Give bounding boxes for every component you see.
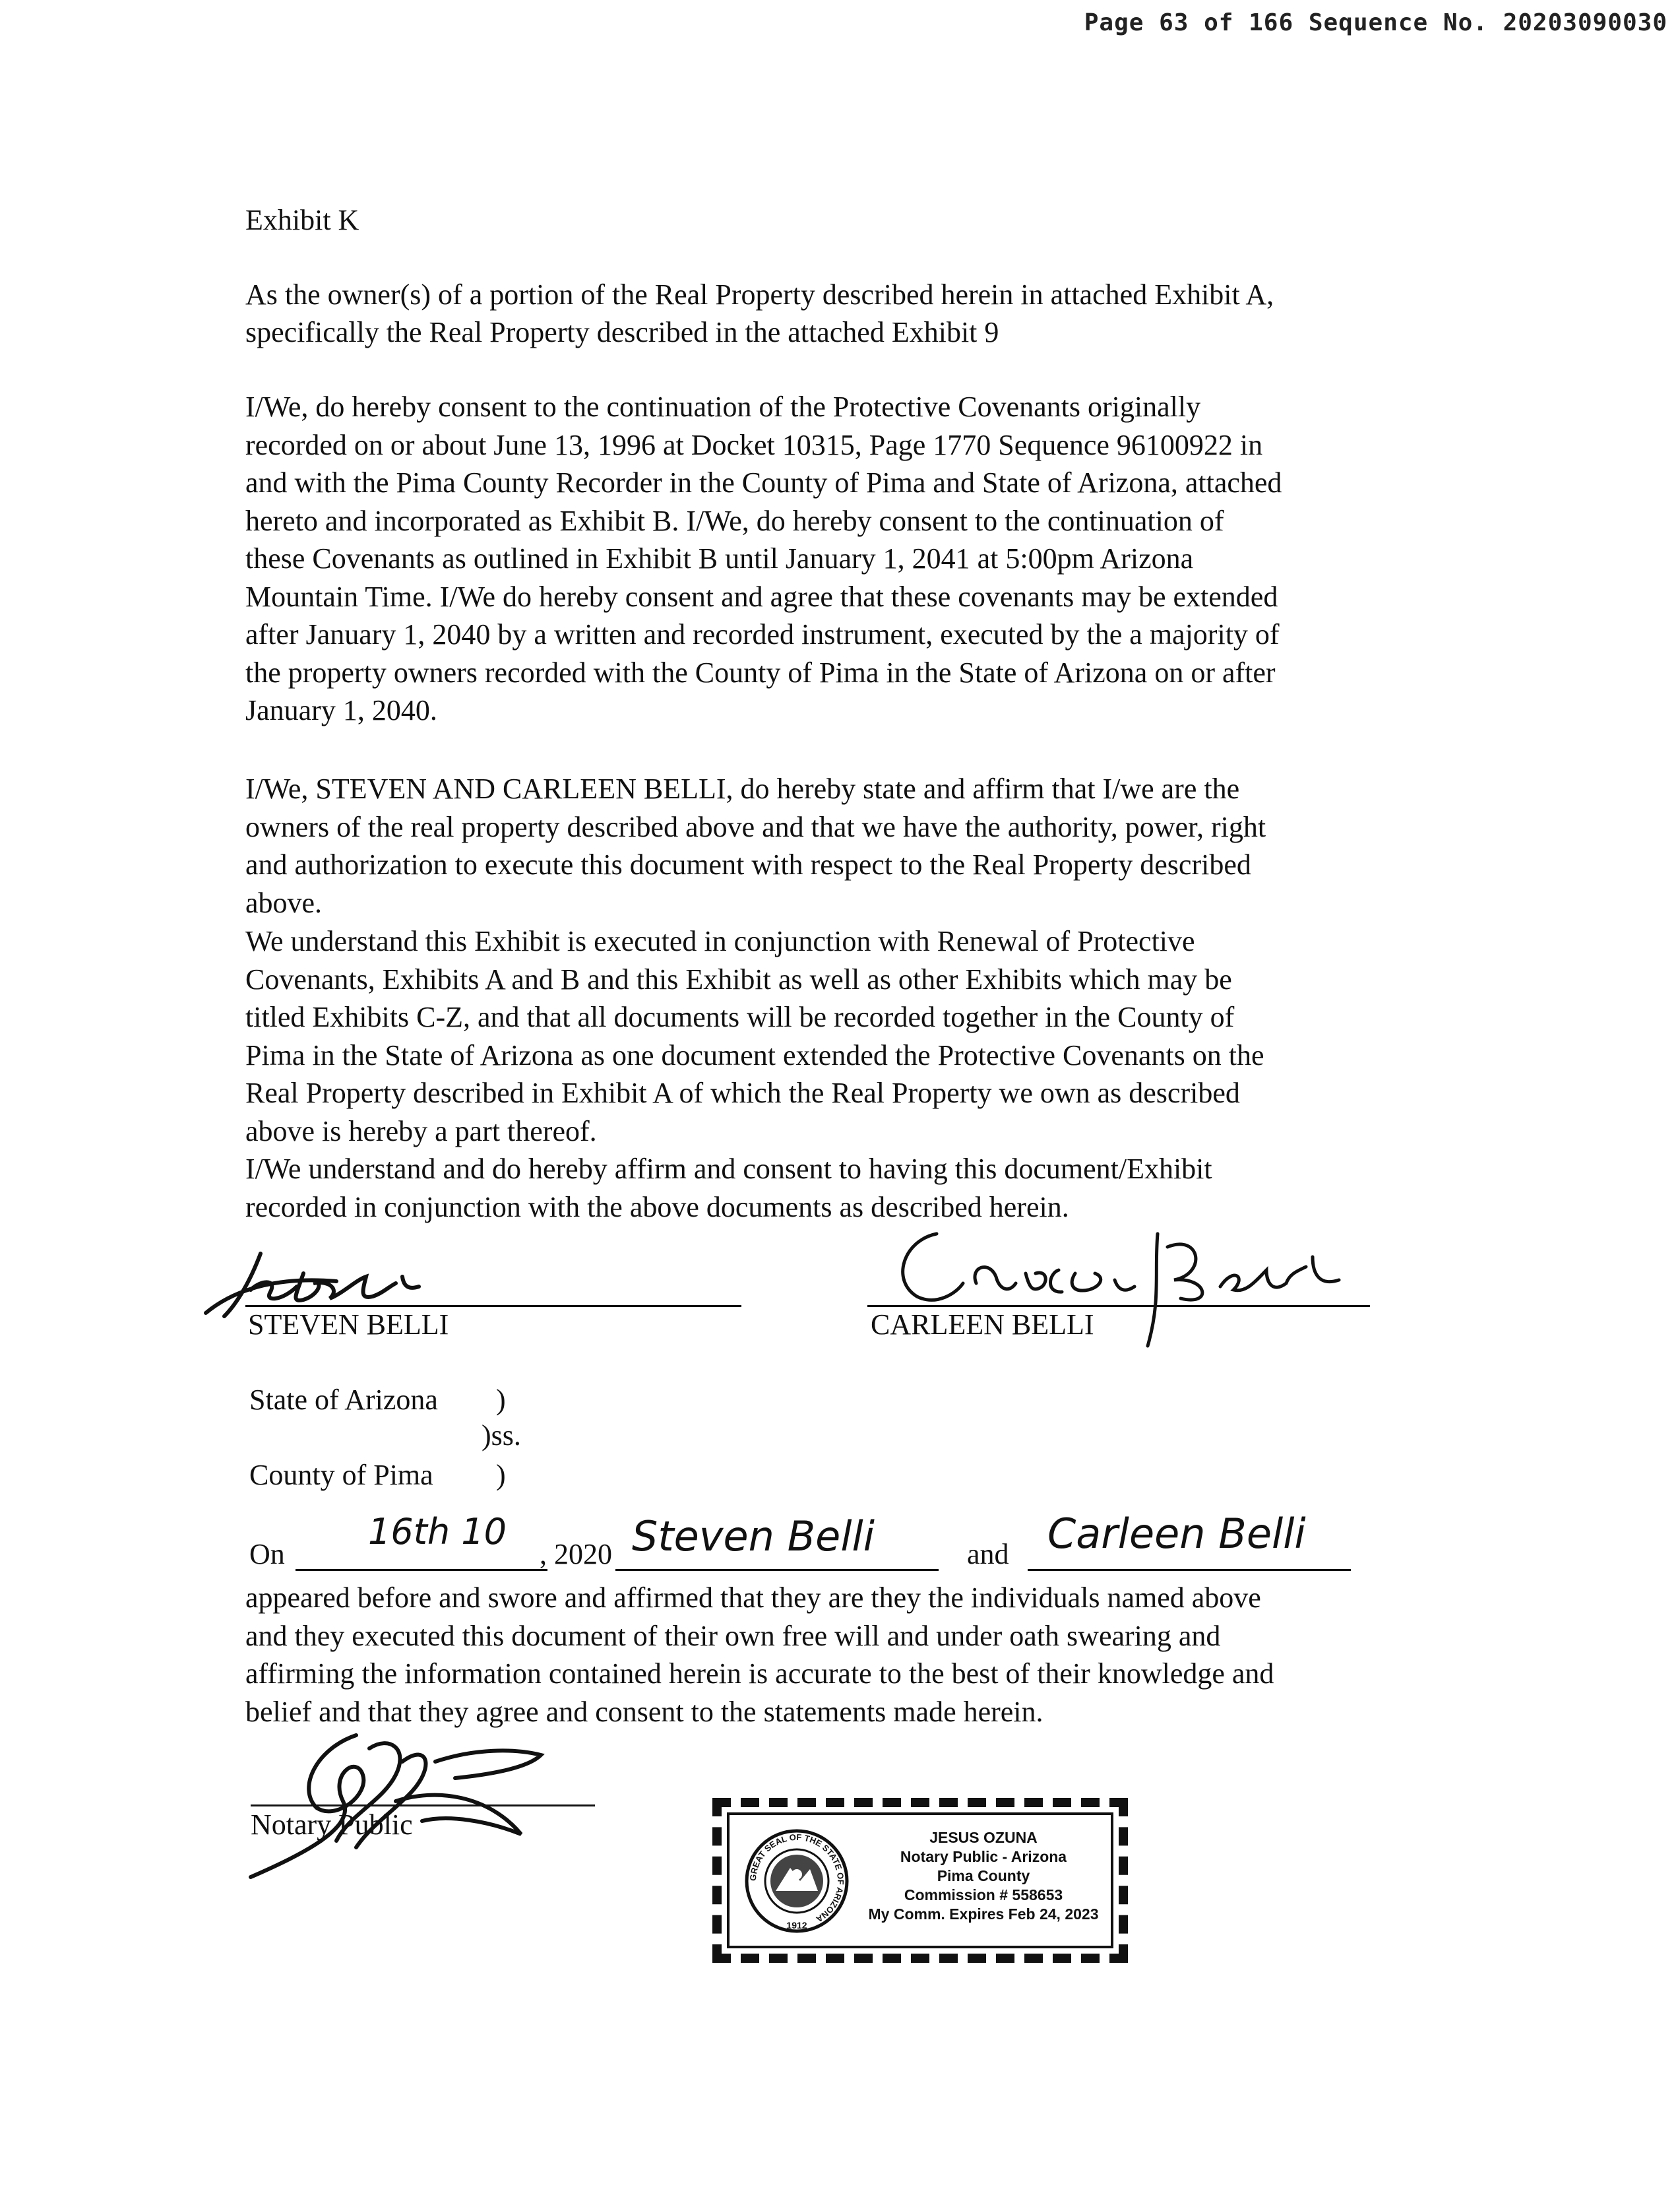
seal-text-block: [855, 1828, 1112, 1924]
signer-1-fill-line: [615, 1569, 939, 1571]
notary-name: JESUS OZUNA: [929, 1829, 1038, 1846]
venue-county: County of Pima: [249, 1459, 433, 1491]
text-line: Covenants, Exhibits A and B and this Exhibit as well as other Exhibits which may be: [245, 963, 1232, 996]
notary-public-label: Notary Public: [251, 1808, 413, 1841]
notary-title: Notary Public - Arizona: [900, 1848, 1067, 1865]
text-line: and they executed this document of their own free will and under oath swearing and: [245, 1619, 1221, 1652]
page-sequence-header: Page 63 of 166 Sequence No. 20203090030: [1084, 9, 1667, 36]
handwritten-date: 16th 10: [368, 1511, 507, 1552]
paragraph-appearance: [245, 1579, 1459, 1731]
text-line: hereto and incorporated as Exhibit B. I/We, do hereby consent to the continuation of: [245, 504, 1224, 537]
seal-ring-text: GREAT SEAL OF THE STATE OF ARIZONA: [747, 1832, 846, 1925]
text-line: I/We, STEVEN AND CARLEEN BELLI, do hereby state and affirm that I/we are the: [245, 773, 1240, 805]
text-line: recorded in conjunction with the above documents as described herein.: [245, 1190, 1069, 1223]
exhibit-title: Exhibit K: [245, 204, 359, 236]
text-line: January 1, 2040.: [245, 694, 437, 726]
signer-2-fill-line: [1028, 1569, 1351, 1571]
signer-1-name: STEVEN BELLI: [248, 1308, 449, 1341]
text-line: recorded on or about June 13, 1996 at Docket 10315, Page 1770 Sequence 96100922 in: [245, 428, 1263, 461]
text-line: Real Property described in Exhibit A of which the Real Property we own as described: [245, 1077, 1240, 1109]
text-line: As the owner(s) of a portion of the Real Property described herein in attached Exhibit A,: [245, 278, 1274, 311]
text-line: owners of the real property described above and that we have the authority, power, right: [245, 810, 1266, 843]
text-line: affirming the information contained herein is accurate to the best of their knowledge and: [245, 1657, 1274, 1690]
signer-2-name: CARLEEN BELLI: [871, 1308, 1094, 1341]
notary-county: Pima County: [937, 1867, 1030, 1884]
and-label: and: [967, 1538, 1009, 1570]
on-label: On: [249, 1538, 285, 1570]
venue-state: State of Arizona: [249, 1384, 438, 1416]
text-line: above.: [245, 886, 323, 919]
text-line: belief and that they agree and consent to the statements made herein.: [245, 1695, 1043, 1728]
seal-year: 1912: [786, 1920, 807, 1931]
text-line: and with the Pima County Recorder in the County of Pima and State of Arizona, attached: [245, 466, 1282, 499]
text-line: these Covenants as outlined in Exhibit B until January 1, 2041 at 5:00pm Arizona: [245, 542, 1194, 575]
text-line: Pima in the State of Arizona as one document extended the Protective Covenants on the: [245, 1038, 1264, 1071]
text-line: specifically the Real Property described in the attached Exhibit 9: [245, 316, 999, 348]
text-line: I/We, do hereby consent to the continuation of the Protective Covenants originally: [245, 391, 1201, 423]
paragraph-affirmation: [245, 770, 1459, 922]
venue-paren-2: ): [496, 1459, 506, 1491]
handwritten-signer-2: Carleen Belli: [1047, 1510, 1306, 1558]
venue-ss: )ss.: [482, 1419, 521, 1452]
date-fill-line: [296, 1569, 547, 1571]
paragraph-recording-consent: [245, 1150, 1459, 1226]
text-line: I/We understand and do hereby affirm and consent to having this document/Exhibit: [245, 1153, 1212, 1185]
notary-commission: Commission # 558653: [904, 1886, 1063, 1903]
text-line: and authorization to execute this document with respect to the Real Property described: [245, 848, 1251, 881]
text-line: titled Exhibits C-Z, and that all documents will be recorded together in the County of: [245, 1001, 1235, 1033]
venue-paren-1: ): [496, 1384, 506, 1416]
acknowledgment-row: [249, 1510, 1437, 1570]
handwritten-signer-1: Steven Belli: [632, 1512, 875, 1560]
text-line: above is hereby a part thereof.: [245, 1114, 597, 1147]
paragraph-owner-statement: [245, 276, 1459, 351]
notary-signature: [237, 1722, 607, 1880]
seal-inner-border: [727, 1812, 1113, 1948]
notary-expiration: My Comm. Expires Feb 24, 2023: [868, 1905, 1099, 1923]
signature-line-1: [245, 1305, 741, 1307]
text-line: after January 1, 2040 by a written and recorded instrument, executed by the a majority of: [245, 618, 1280, 651]
text-line: Mountain Time. I/We do hereby consent and agree that these covenants may be extended: [245, 580, 1278, 613]
notary-signature-line: [251, 1804, 595, 1806]
text-line: the property owners recorded with the County of Pima in the State of Arizona on or after: [245, 656, 1276, 689]
text-line: appeared before and swore and affirmed that they are they the individuals named above: [245, 1581, 1261, 1614]
signature-line-2: [867, 1305, 1370, 1307]
notary-seal-stamp: [712, 1798, 1128, 1963]
text-line: We understand this Exhibit is executed in conjunction with Renewal of Protective: [245, 925, 1195, 957]
year-label: , 2020: [540, 1538, 612, 1570]
paragraph-consent: [245, 388, 1459, 730]
paragraph-understanding: [245, 922, 1459, 1150]
state-seal-icon: [744, 1828, 850, 1934]
